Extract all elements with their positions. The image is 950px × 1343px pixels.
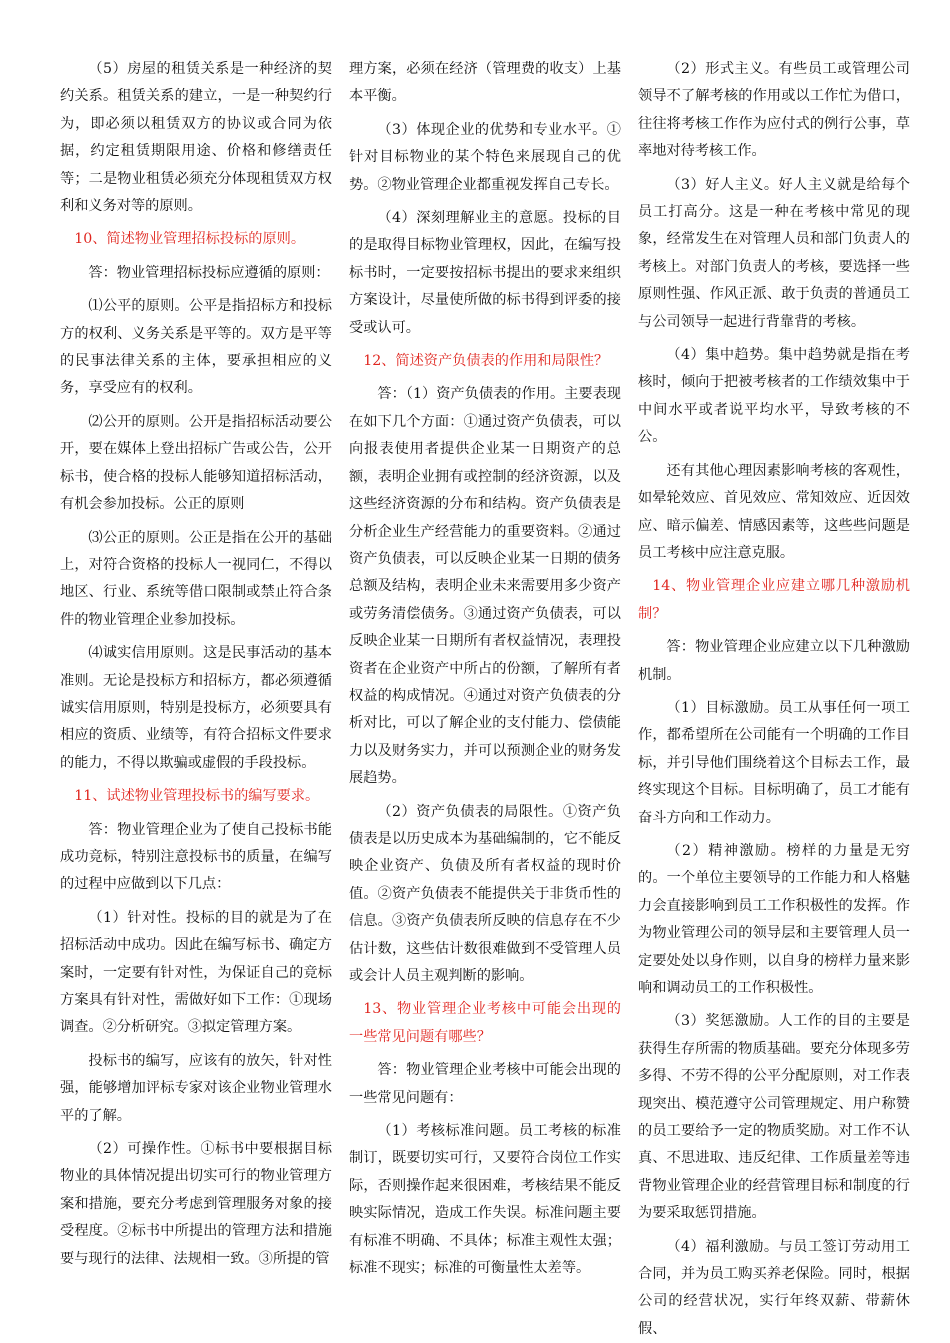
body-paragraph: ⑷诚实信用原则。这是民事活动的基本准则。无论是投标方和招标方，都必须遵循诚实信用原则，特别是投标方，必须要具有相应的资质、业绩等，有符合招标文件要求的能力，不得以欺骗或虚假的手段投标。 (60, 645, 332, 771)
body-paragraph: 答：物业管理企业考核中可能会出现的一些常见问题有： (349, 1062, 621, 1106)
body-paragraph: （2）可操作性。①标书中要根据目标物业的具体情况提出切实可行的物业管理方案和措施，要充分考虑到管理服务对象的接受程度。②标书中所提出的管理方法和措施要与现行的法律、法规相一致。③所提的管 (60, 1141, 332, 1267)
body-paragraph: （1）针对性。投标的目的就是为了在招标活动中成功。因此在编写标书、确定方案时，一定要有针对性，为保证自己的竞标方案具有针对性，需做好如下工作：①现场调查。②分析研究。③拟定管理方案。 (60, 909, 332, 1036)
body-paragraph: （3）好人主义。好人主义就是给每个员工打高分。这是一种在考核中常见的现象，经常发生在对管理人员和部门负责人的考核上。对部门负责人的考核，要选择一些原则性强、作风正派、敢于负责的普通员工与公司领导一起进行背靠背的考核。 (638, 176, 910, 330)
question-heading: 14、物业管理企业应建立哪几种激励机制？ (638, 578, 910, 622)
text-column-3 (638, 56, 910, 1342)
question-heading: 13、物业管理企业考核中可能会出现的一些常见问题有哪些？ (349, 1001, 621, 1045)
question-heading: 10、简述物业管理招标投标的原则。 (74, 231, 306, 248)
body-paragraph: （1）目标激励。员工从事任何一项工作，都希望所在公司能有一个明确的工作目标，并引导他们围绕着这个目标去工作，最终实现这个目标。目标明确了，员工才能有奋斗方向和工作动力。 (638, 699, 910, 826)
body-paragraph: 答：物业管理企业应建立以下几种激励机制。 (638, 639, 910, 683)
question-heading: 11、试述物业管理投标书的编写要求。 (74, 788, 320, 805)
text-column-1 (60, 56, 332, 1342)
body-paragraph: （2）精神激励。榜样的力量是无穷的。一个单位主要领导的工作能力和人格魅力会直接影响到员工工作积极性的发挥。作为物业管理公司的领导层和主要管理人员一定要处处以身作则，以自身的榜样力量来影响和调动员工的工作积极性。 (638, 842, 910, 996)
body-paragraph: ⑵公开的原则。公开是指招标活动要公开，要在媒体上登出招标广告或公告，公开标书，使合格的投标人能够知道招标活动，有机会参加投标。公正的原则 (60, 413, 332, 513)
question-heading: 12、简述资产负债表的作用和局限性？ (363, 353, 609, 370)
body-paragraph: 答：物业管理企业为了使自己投标书能成功竞标，特别注意投标书的质量，在编写的过程中应做到以下几点： (60, 821, 332, 893)
body-paragraph: （5）房屋的租赁关系是一种经济的契约关系。租赁关系的建立，一是一种契约行为，即必须以租赁双方的协议或合同为依据，约定租赁期限用途、价格和修缮责任等；二是物业租赁必须充分体现租赁双方权利和义务对等的原则。 (60, 61, 332, 215)
body-paragraph: （2）形式主义。有些员工或管理公司领导不了解考核的作用或以工作忙为借口，往往将考核工作作为应付式的例行公事，草率地对待考核工作。 (638, 61, 910, 160)
body-paragraph: （4）福利激励。与员工签订劳动用工合同，并为员工购买养老保险。同时，根据公司的经营状况，实行年终双薪、带薪休假、 (638, 1238, 910, 1337)
body-paragraph: （4）深刻理解业主的意愿。投标的目的是取得目标物业管理权，因此，在编写投标书时，一定要按招标书提出的要求来组织方案设计，尽量使所做的标书得到评委的接受或认可。 (349, 210, 621, 336)
body-paragraph: ⑶公正的原则。公正是指在公开的基础上，对符合资格的投标人一视同仁，不得以地区、行业、系统等借口限制或禁止符合条件的物业管理企业参加投标。 (60, 529, 332, 628)
body-paragraph: 答：（1）资产负债表的作用。主要表现在如下几个方面：①通过资产负债表，可以向报表使用者提供企业某一日期资产的总额，表明企业拥有或控制的经济资源，以及这些经济资源的分布和结构。资产负债表是分析企业生产经营能力的重要资料。②通过资产负债表，可以反映企业某一日期的债务总额及结构，表明企业未来需要用多少资产或劳务清偿债务。③通过资产负债表，可以反映企业某一日期所有者权益情况，表理投资者在企业资产中所占的份额，了解所有者权益的构成情况。④通过对资产负债表的分析对比，可以了解企业的支付能力、偿债能力以及财务实力，并可以预测企业的财务发展趋势。 (349, 386, 621, 787)
body-paragraph: （3）体现企业的优势和专业水平。①针对目标物业的某个特色来展现自己的优势。②物业管理企业都重视发挥自己专长。 (349, 121, 621, 193)
body-paragraph: （3）奖惩激励。人工作的目的主要是获得生存所需的物质基础。要充分体现多劳多得、不劳不得的公平分配原则，对工作表现突出、模范遵守公司管理规定、用户称赞的员工要给予一定的物质奖励。对工作不认真、不思进取、违反纪律、工作质量差等违背物业管理企业的经营管理目标和制度的行为要采取惩罚措施。 (638, 1013, 910, 1222)
body-paragraph: （4）集中趋势。集中趋势就是指在考核时，倾向于把被考核者的工作绩效集中于中间水平或者说平均水平，导致考核的不公。 (638, 347, 910, 446)
body-paragraph: 理方案，必须在经济（管理费的收支）上基本平衡。 (349, 61, 621, 105)
body-paragraph: 答：物业管理招标投标应遵循的原则： (88, 264, 330, 281)
body-paragraph: 还有其他心理因素影响考核的客观性，如晕轮效应、首见效应、常知效应、近因效应、暗示偏差、情感因素等，这些些问题是员工考核中应注意克服。 (638, 462, 910, 561)
body-paragraph: 投标书的编写，应该有的放矢，针对性强，能够增加评标专家对该企业物业管理水平的了解。 (60, 1052, 332, 1124)
body-paragraph: ⑴公平的原则。公平是指招标方和投标方的权利、义务关系是平等的。双方是平等的民事法律关系的主体，要承担相应的义务，享受应有的权利。 (60, 298, 332, 397)
body-paragraph: （1）考核标准问题。员工考核的标准制订，既要切实可行，又要符合岗位工作实际，否则操作起来很困难，考核结果不能反映实际情况，造成工作失误。标准问题主要有标准不明确、不具体；标准主观性太强；标准不现实；标准的可衡量性太差等。 (349, 1123, 621, 1277)
body-paragraph: （2）资产负债表的局限性。①资产负债表是以历史成本为基础编制的，它不能反映企业资产、负债及所有者权益的现时价值。②资产负债表不能提供关于非货币性的信息。③资产负债表所反映的信息存在不少估计数，这些估计数很难做到不受管理人员或会计人员主观判断的影响。 (349, 803, 621, 984)
text-column-2 (349, 56, 621, 1342)
